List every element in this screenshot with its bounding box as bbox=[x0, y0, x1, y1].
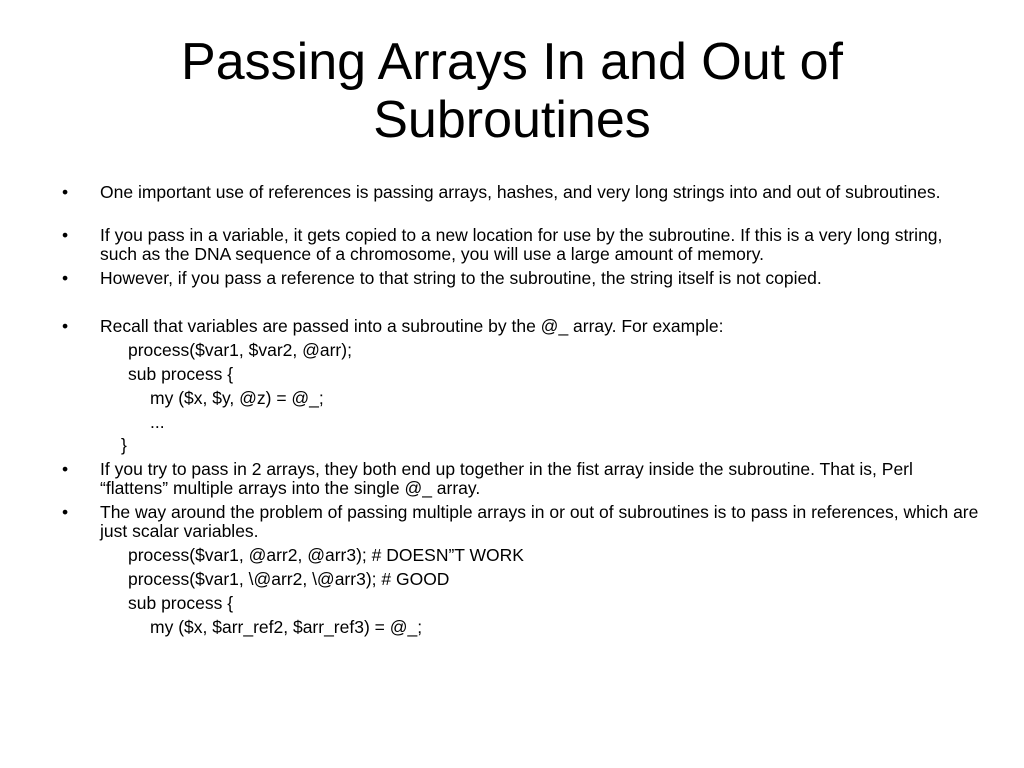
bullet-text: However, if you pass a reference to that string to the subroutine, the string itself is not copied. bbox=[100, 268, 822, 288]
code-line: process($var1, \@arr2, \@arr3); # GOOD bbox=[128, 569, 450, 589]
bullet-marker: • bbox=[62, 268, 69, 288]
slide-title-line-1: Passing Arrays In and Out of bbox=[181, 33, 843, 91]
bullet-text: The way around the problem of passing multiple arrays in or out of subroutines is to pass in references, which are just scalar variables. bbox=[100, 502, 979, 541]
bullet-marker: • bbox=[62, 459, 69, 479]
bullet-text: If you try to pass in 2 arrays, they both end up together in the fist array inside the subroutine. That is, Perl “flattens” multiple arrays into the single @_ array. bbox=[100, 459, 913, 498]
code-line: sub process { bbox=[128, 364, 234, 384]
bullet-marker: • bbox=[62, 182, 69, 202]
code-line: } bbox=[121, 435, 127, 455]
code-line: sub process { bbox=[128, 593, 234, 613]
code-line: process($var1, $var2, @arr); bbox=[128, 340, 352, 360]
code-line: process($var1, @arr2, @arr3); # DOESN”T WORK bbox=[128, 545, 524, 565]
bullet-text: Recall that variables are passed into a subroutine by the @_ array. For example: bbox=[100, 316, 724, 336]
bullet-text: If you pass in a variable, it gets copied to a new location for use by the subroutine. If this is a very long string, such as the DNA sequence of a chromosome, you will use a large amount of memory. bbox=[100, 225, 943, 264]
slide-title-line-2: Subroutines bbox=[373, 91, 651, 149]
bullet-marker: • bbox=[62, 225, 69, 245]
bullet-marker: • bbox=[62, 316, 69, 336]
bullet-marker: • bbox=[62, 502, 69, 522]
code-line: ... bbox=[150, 412, 165, 432]
bullet-text: One important use of references is passing arrays, hashes, and very long strings into and out of subroutines. bbox=[100, 182, 941, 202]
code-line: my ($x, $y, @z) = @_; bbox=[150, 388, 324, 408]
code-line: my ($x, $arr_ref2, $arr_ref3) = @_; bbox=[150, 617, 423, 637]
slide-title bbox=[0, 33, 1024, 149]
